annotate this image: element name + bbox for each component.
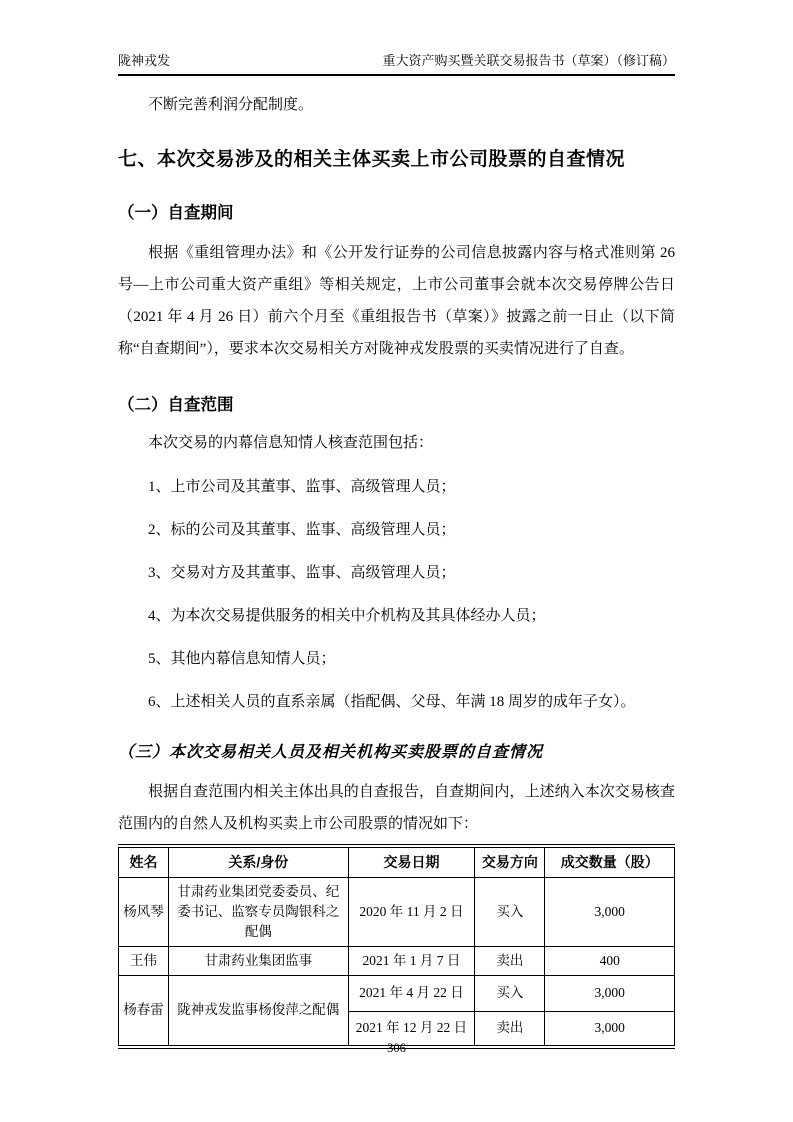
cell-direction: 卖出 [475, 1011, 545, 1047]
table-row [119, 946, 675, 975]
header-report-title: 重大资产购买暨关联交易报告书（草案）（修订稿） [382, 53, 675, 68]
scope-list-item: 5、其他内幕信息知情人员； [148, 651, 336, 667]
table-header-row [119, 846, 675, 877]
section1-heading: （一）自查期间 [118, 204, 234, 222]
table-row [119, 877, 675, 946]
col-header-direction: 交易方向 [475, 846, 545, 877]
cell-volume: 3,000 [545, 975, 675, 1011]
cell-name: 杨风琴 [119, 877, 169, 946]
header-company-name: 陇神戎发 [118, 53, 171, 68]
cell-date: 2021 年 1 月 7 日 [348, 946, 475, 975]
col-header-date: 交易日期 [348, 846, 475, 877]
cell-direction: 买入 [475, 877, 545, 946]
intro-paragraph: 不断完善利润分配制度。 [148, 97, 314, 113]
scope-list-item: 3、交易对方及其董事、监事、高级管理人员； [148, 565, 456, 581]
cell-date: 2020 年 11 月 2 日 [348, 877, 475, 946]
cell-volume: 400 [545, 946, 675, 975]
cell-date: 2021 年 4 月 22 日 [348, 975, 475, 1011]
cell-date: 2021 年 12 月 22 日 [348, 1011, 475, 1047]
section3-heading: （三）本次交易相关人员及相关机构买卖股票的自查情况 [118, 744, 544, 761]
cell-relation: 甘肃药业集团党委委员、纪委书记、监察专员陶银科之配偶 [169, 877, 349, 946]
col-header-name: 姓名 [119, 846, 169, 877]
cell-name: 杨春雷 [119, 975, 169, 1047]
cell-direction: 卖出 [475, 946, 545, 975]
scope-list-item: 1、上市公司及其董事、监事、高级管理人员； [148, 479, 456, 495]
cell-volume: 3,000 [545, 877, 675, 946]
col-header-volume: 成交数量（股） [545, 846, 675, 877]
cell-name: 王伟 [119, 946, 169, 975]
cell-volume: 3,000 [545, 1011, 675, 1047]
running-header [118, 52, 675, 76]
section1-paragraph: 根据《重组管理办法》和《公开发行证券的公司信息披露内容与格式准则第 26 号—上市公司重大资产重组》等相关规定，上市公司董事会就本次交易停牌公告日（2021 年 4 月 26 日）前六个月至《重组报告书（草案）》披露之前一日止（以下简称“自查期间”），要求本次交易相关方对陇神戎发股票的买卖情况进行了自查。 [118, 245, 675, 357]
page-number: 306 [387, 1041, 406, 1055]
scope-list-item: 2、标的公司及其董事、监事、高级管理人员； [148, 522, 456, 538]
table-row [119, 975, 675, 1011]
self-inspection-table [118, 844, 675, 1049]
scope-list-item: 4、为本次交易提供服务的相关中介机构及其具体经办人员； [148, 608, 546, 624]
scope-list-item: 6、上述相关人员的直系亲属（指配偶、父母、年满 18 周岁的成年子女）。 [148, 694, 636, 710]
section2-intro: 本次交易的内幕信息知情人核查范围包括： [148, 435, 434, 451]
cell-direction: 买入 [475, 975, 545, 1011]
section2-heading: （二）自查范围 [118, 396, 234, 414]
cell-relation: 陇神戎发监事杨俊萍之配偶 [169, 975, 349, 1047]
section3-paragraph: 根据自查范围内相关主体出具的自查报告，自查期间内，上述纳入本次交易核查范围内的自然人及机构买卖上市公司股票的情况如下： [118, 784, 675, 832]
col-header-relation: 关系/身份 [169, 846, 349, 877]
main-heading: 七、本次交易涉及的相关主体买卖上市公司股票的自查情况 [118, 149, 626, 170]
cell-relation: 甘肃药业集团监事 [169, 946, 349, 975]
